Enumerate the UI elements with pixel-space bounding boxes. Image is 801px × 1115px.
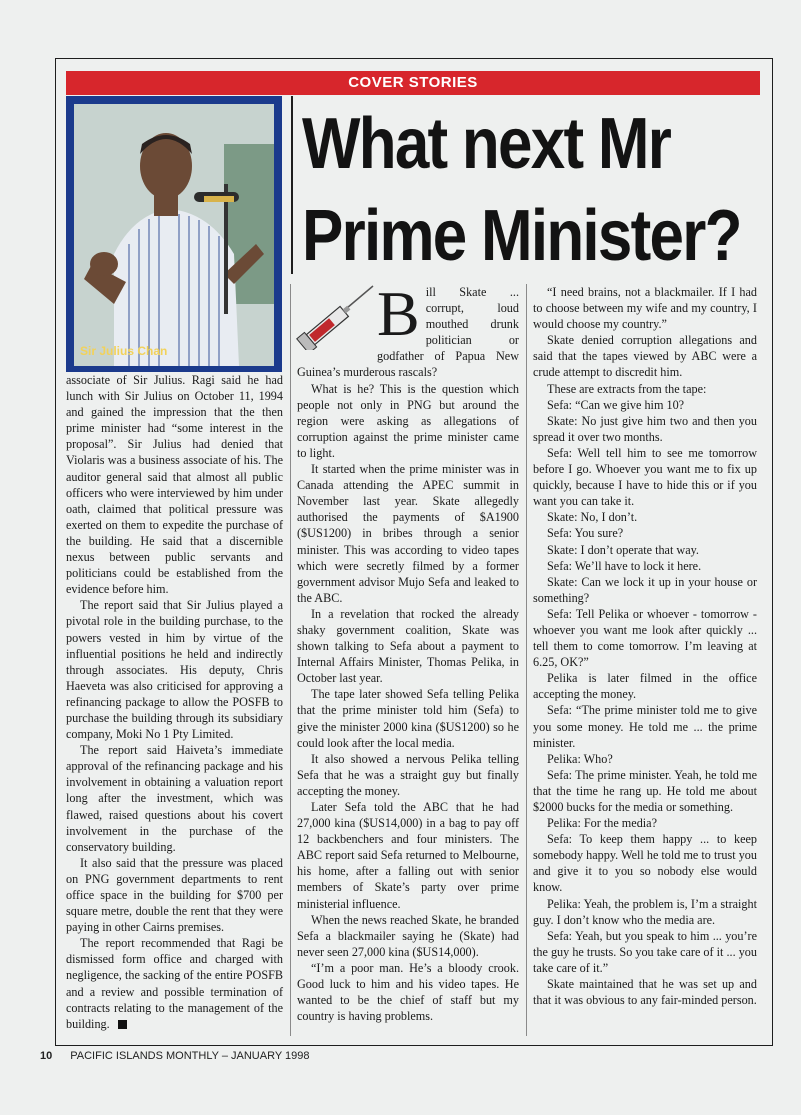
article-column-1 [66, 372, 283, 1032]
paragraph: Sefa: “The prime minister told me to give you some money. He told me ... the prime minister. [533, 703, 757, 750]
syringe-icon [295, 284, 375, 350]
paragraph: What is he? This is the question which people not only in PNG but around the region were asking as allegations of corruption against the prime minister came to light. [297, 381, 519, 460]
section-banner: COVER STORIES [66, 71, 760, 95]
paragraph: associate of Sir Julius. Ragi said he had lunch with Sir Julius on October 11, 1994 and gained the impression that the then prime minister had “some interest in the proposal”. Sir Julius had denied that Violaris was a business associate of his. The auditor general said that almost all public officers who were interviewed by him under oath, claimed that political pressure was exerted on them to expedite the purchase of the building. He said that a discernible nexus between public servants and politicians could be established from the evidence before him. [66, 373, 283, 597]
paragraph: “I’m a poor man. He’s a bloody crook. Good luck to him and his video tapes. He wanted to be the chief of staff but my country is having problems. [297, 960, 519, 1024]
headline-line-2: Prime Minister? [302, 196, 741, 276]
paragraph: Sefa: Yeah, but you speak to him ... you’re the guy he trusts. So you take care of it ... you take care of it.” [533, 928, 757, 975]
paragraph: When the news reached Skate, he branded Sefa a blackmailer saying he (Skate) had never seen 27,000 kina ($US14,000). [297, 912, 519, 959]
paragraph: Skate denied corruption allegations and said that the tapes viewed by ABC were a crude attempt to discredit him. [533, 333, 757, 380]
paragraph: It started when the prime minister was in Canada attending the APEC summit in November last year. Skate allegedly authorised the payments of $A1900 ($US1200) in bribes through a senior minister. This was according to video tapes which were secretly filmed by a former government advisor Mujo Sefa and leaked to the ABC. [297, 462, 519, 605]
paragraph-text: The report recommended that Ragi be dismissed form office and charged with negligence, the sacking of the entire POSFB and a review and possible termination of contracts relating to the management of the building. [66, 936, 283, 1031]
paragraph: It also showed a nervous Pelika telling Sefa that he was a straight guy but finally accepting the money. [297, 751, 519, 798]
paragraph: Skate: No, I don’t. [547, 510, 638, 525]
paragraph-last [66, 935, 283, 1032]
column-rule-1 [290, 284, 291, 1036]
lead-paragraph [297, 278, 519, 381]
paragraph: Pelika is later filmed in the office accepting the money. [533, 671, 757, 702]
page-footer [40, 1050, 309, 1062]
lead-text: ill Skate ... corrupt, loud mouthed drunk politician or godfather of Papua New Guinea’s murderous rascals? [297, 285, 519, 380]
paragraph: Sefa: We’ll have to lock it here. [547, 558, 702, 573]
paragraph: Skate: No just give him two and then you spread it over two months. [533, 413, 757, 444]
end-of-article-mark [118, 1020, 127, 1029]
paragraph: Pelika: Who? [547, 751, 613, 766]
man-at-microphone-illustration [74, 104, 274, 366]
paragraph: Skate maintained that he was set up and that it was obvious to any fair-minded person. [533, 977, 757, 1008]
page-number: 10 [40, 1050, 53, 1062]
paragraph: These are extracts from the tape: [547, 381, 707, 396]
paragraph: Sefa: To keep them happy ... to keep somebody happy. Well he told me to trust you and give it to you so nobody else would know. [533, 832, 757, 895]
paragraph: In a revelation that rocked the already shaky government coalition, Skate was shown talking to Sefa about a payment to Internal Affairs Minister, Thomas Pelika, in October last year. [297, 606, 519, 686]
drop-cap: B [377, 278, 420, 349]
paragraph: Sefa: You sure? [547, 526, 624, 541]
paragraph: Sefa: “Can we give him 10? [547, 397, 685, 412]
paragraph: Later Sefa told the ABC that he had 27,000 kina ($US14,000) in a bag to pay off 12 backbenchers and four ministers. The ABC report said Sefa returned to Melbourne, his home, after a falling out with senior members of Skate’s party over prime ministerial influence. [297, 800, 519, 911]
column-rule-2 [526, 284, 527, 1036]
paragraph: Skate: I don’t operate that way. [547, 542, 699, 557]
paragraph: The report said Haiveta’s immediate approval of the refinancing package and his involvement in obtaining a valuation report long after the investment, which was flawed, raised questions about his covert involvement in the purchase of the conservatory building. [66, 743, 283, 854]
paragraph: It also said that the pressure was placed on PNG government departments to rent office space in the building for $700 per square metre, double the rent that they were paying in other Cairns premises. [66, 855, 283, 935]
headline-divider [291, 96, 293, 274]
paragraph: “I need brains, not a blackmailer. If I had to choose between my wife and my country, I would choose my country.” [533, 285, 757, 332]
publication-line: PACIFIC ISLANDS MONTHLY – JANUARY 1998 [70, 1050, 310, 1062]
paragraph: Pelika: Yeah, the problem is, I’m a straight guy. I don’t know who the media are. [533, 896, 757, 927]
cover-photo [66, 96, 282, 372]
article-column-2 [297, 278, 519, 1024]
paragraph: Skate: Can we lock it up in your house or something? [533, 574, 757, 605]
paragraph: Sefa: The prime minister. Yeah, he told me that the time he rang up. He told me about $2000 bucks for the media or something. [533, 767, 757, 814]
paragraph: Sefa: Well tell him to see me tomorrow before I go. Whoever you want me to fix up quickly, because I have to hide this or if you want you can take it. [533, 445, 757, 509]
paragraph: The report said that Sir Julius played a pivotal role in the building purchase, to the powers vested in him by virtue of the influential positions he held and indirectly through associates. His deputy, Chris Haeveta was also criticised for approving a refinancing package to allow the POSFB to purchase the building through its subsidiary company, Moki No 1 Pty Limited. [66, 598, 283, 742]
paragraph: Pelika: For the media? [547, 816, 657, 831]
article-column-3 [533, 284, 757, 1008]
paragraph: Sefa: Tell Pelika or whoever - tomorrow - whoever you want me look after quickly ... tell them to come tomorrow. I’m leaving at 6.25, OK?” [533, 606, 757, 670]
paragraph: The tape later showed Sefa telling Pelika that the prime minister told him (Sefa) to give the minister 2000 kina ($US1200) so he could look after the local media. [297, 687, 519, 750]
photo-caption: Sir Julius Chan [80, 344, 168, 358]
headline [302, 98, 741, 282]
headline-line-1: What next Mr [302, 104, 671, 184]
photo-image [74, 104, 274, 366]
